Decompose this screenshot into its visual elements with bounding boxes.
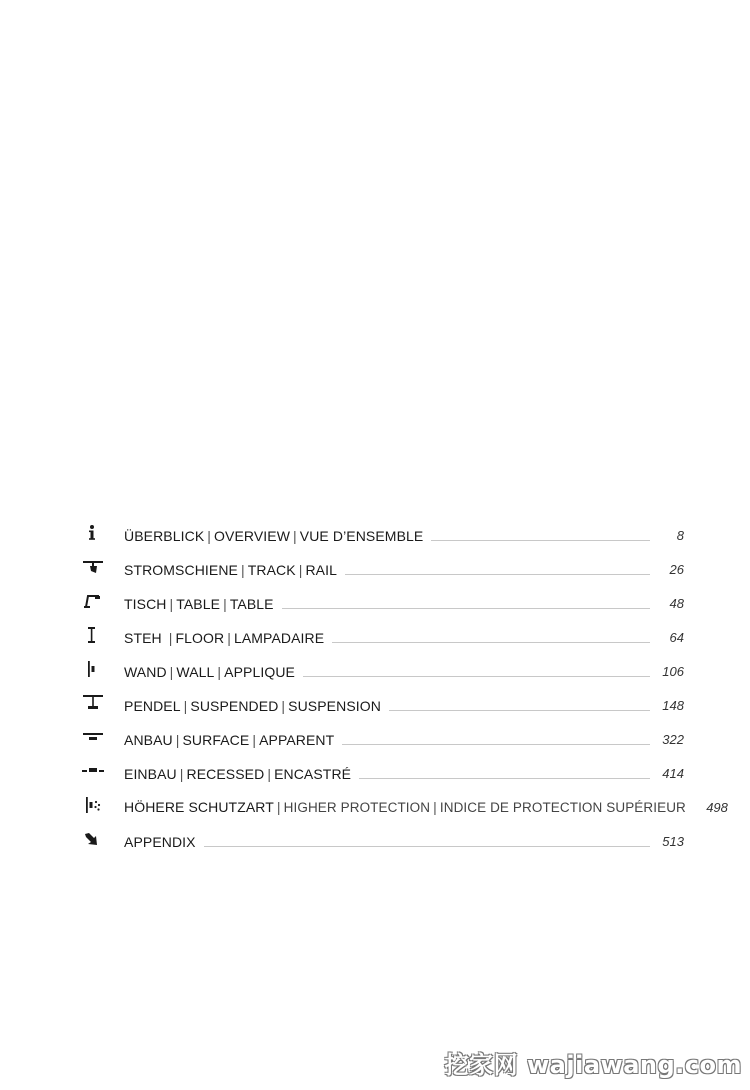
page-number: 414 [662, 766, 684, 781]
ip-protection-icon [80, 793, 110, 817]
page-number: 106 [662, 664, 684, 679]
page-number: 148 [662, 698, 684, 713]
toc-title-de: STROMSCHIENE [124, 562, 238, 578]
toc-title-main: APPENDIX [124, 834, 196, 850]
toc-entry-overview[interactable] [80, 521, 684, 545]
toc-title: ÜBERBLICK | OVERVIEW | VUE D’ENSEMBLE [124, 528, 424, 544]
dot-leader [345, 573, 650, 575]
toc-entry-table[interactable] [80, 589, 684, 613]
toc-entry-floor[interactable] [80, 623, 684, 647]
surface-mount-icon [80, 725, 110, 749]
toc-title-en: TABLE [176, 596, 221, 612]
toc-title-fr: APPARENT [259, 732, 335, 748]
toc-title-fr: SUSPENSION [288, 698, 381, 714]
page-number: 26 [669, 562, 684, 577]
toc-title-de: HÖHERE SCHUTZART [124, 799, 274, 815]
page-number: 513 [662, 834, 684, 849]
toc-title-de: EINBAU [124, 766, 177, 782]
dot-leader [342, 743, 650, 745]
toc-title: WAND | WALL | APPLIQUE [124, 664, 295, 680]
dot-leader [431, 539, 650, 541]
toc-title: EINBAU | RECESSED | ENCASTRÉ [124, 766, 352, 782]
toc-title-en: SUSPENDED [190, 698, 279, 714]
info-icon [80, 521, 110, 545]
toc-title: ANBAU | SURFACE | APPARENT [124, 732, 335, 748]
toc-title-fr: ENCASTRÉ [274, 766, 352, 782]
toc-title-de: ÜBERBLICK [124, 528, 205, 544]
toc-entry-wall[interactable] [80, 657, 684, 681]
toc-entry-suspended[interactable] [80, 691, 684, 715]
page-number: 498 [706, 800, 728, 815]
toc-title-en: TRACK [247, 562, 296, 578]
toc-title-fr: RAIL [305, 562, 337, 578]
page-number: 64 [669, 630, 684, 645]
toc-title: STROMSCHIENE | TRACK | RAIL [124, 562, 337, 578]
toc-title [110, 833, 196, 851]
recessed-mount-icon [80, 759, 110, 783]
floor-lamp-icon [80, 623, 110, 647]
toc-title-fr: VUE D’ENSEMBLE [299, 528, 424, 544]
toc-title-en: SURFACE [182, 732, 250, 748]
toc-title: HÖHERE SCHUTZART | HIGHER PROTECTION | INDICE DE PROTECTION SUPÉRIEUR [124, 799, 686, 815]
wall-lamp-icon [80, 657, 110, 681]
toc-title: TISCH | TABLE | TABLE [124, 596, 274, 612]
dot-leader [389, 709, 650, 711]
toc-entry-track[interactable] [80, 555, 684, 579]
toc-title-en: FLOOR [175, 630, 225, 646]
toc-entry-appendix[interactable] [80, 827, 684, 851]
dot-leader [282, 607, 650, 609]
toc-title-de: TISCH [124, 596, 167, 612]
toc-title-en: RECESSED [186, 766, 265, 782]
watermark-logo: 挖家网 wajiawang.com [444, 1051, 742, 1079]
dot-leader [359, 777, 650, 779]
pendant-lamp-icon [80, 691, 110, 715]
toc-title-de: WAND [124, 664, 167, 680]
toc-title-de: ANBAU [124, 732, 173, 748]
appendix-arrow-icon [80, 827, 110, 851]
toc-title-de: STEH [124, 630, 166, 646]
toc-title: STEH | FLOOR | LAMPADAIRE [124, 630, 325, 646]
dot-leader [332, 641, 650, 643]
toc-title-en: HIGHER PROTECTION [283, 800, 431, 815]
toc-title-en: WALL [176, 664, 215, 680]
page-number: 8 [676, 528, 684, 543]
table-lamp-icon [80, 589, 110, 613]
toc-title-fr: LAMPADAIRE [233, 630, 325, 646]
toc-title: PENDEL | SUSPENDED | SUSPENSION [124, 698, 381, 714]
page-number: 48 [669, 596, 684, 611]
toc-entry-recessed[interactable] [80, 759, 684, 783]
toc-entry-surface[interactable] [80, 725, 684, 749]
toc-title-en: OVERVIEW [214, 528, 291, 544]
toc-title-fr: INDICE DE PROTECTION SUPÉRIEUR [439, 800, 686, 815]
toc-title-de: PENDEL [124, 698, 181, 714]
toc-entry-protection[interactable] [80, 793, 728, 817]
toc-title-fr: TABLE [229, 596, 274, 612]
dot-leader [204, 845, 650, 847]
toc-title-fr: APPLIQUE [224, 664, 295, 680]
dot-leader [303, 675, 650, 677]
track-light-icon [80, 555, 110, 579]
page-number: 322 [662, 732, 684, 747]
